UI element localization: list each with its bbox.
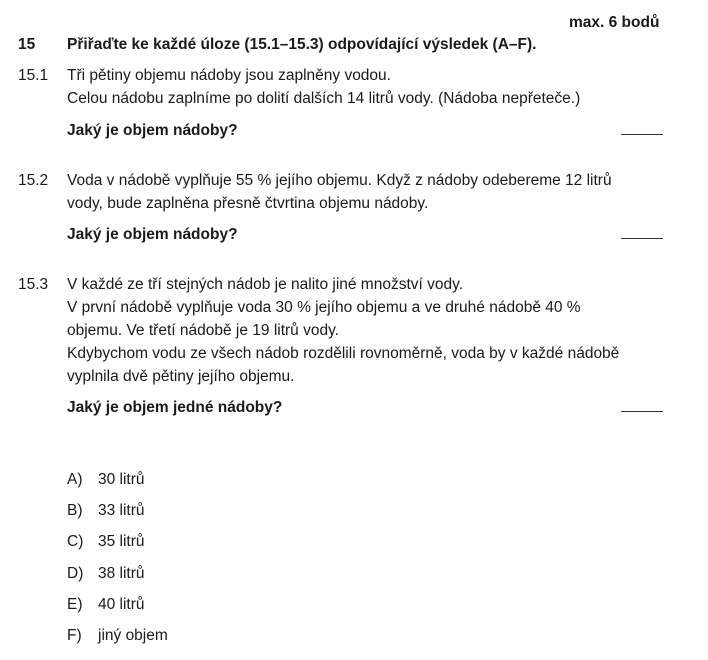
option-text: 40 litrů xyxy=(98,595,145,613)
question-15-1: Jaký je objem nádoby? xyxy=(67,122,238,139)
subtask-line: V první nádobě vyplňuje voda 30 % jejího objemu a ve druhé nádobě 40 % xyxy=(67,299,581,316)
subtask-line: Voda v nádobě vyplňuje 55 % jejího objemu. Když z nádoby odebereme 12 litrů xyxy=(67,172,612,189)
option-letter: C) xyxy=(67,533,84,551)
subtask-line: objemu. Ve třetí nádobě je 19 litrů vody. xyxy=(67,322,339,339)
answer-blank-15-1[interactable] xyxy=(621,134,663,135)
answer-blank-15-3[interactable] xyxy=(621,411,663,412)
subtask-body-15-3 xyxy=(67,273,619,388)
question-15-2: Jaký je objem nádoby? xyxy=(67,226,238,243)
subtask-number-15-1: 15.1 xyxy=(18,67,49,84)
option-e xyxy=(67,593,168,624)
option-text: 35 litrů xyxy=(98,533,145,551)
subtask-number-15-3: 15.3 xyxy=(18,276,49,293)
option-b xyxy=(67,499,168,530)
answer-blank-15-2[interactable] xyxy=(621,238,663,239)
task-instruction: Přiřaďte ke každé úloze (15.1–15.3) odpovídající výsledek (A–F). xyxy=(67,36,537,53)
subtask-line: Tři pětiny objemu nádoby jsou zaplněny vodou. xyxy=(67,67,391,84)
option-c xyxy=(67,530,168,561)
subtask-body-15-2 xyxy=(67,169,612,215)
question-15-3: Jaký je objem jedné nádoby? xyxy=(67,399,283,416)
option-text: jiný objem xyxy=(98,626,168,644)
subtask-line: Celou nádobu zaplníme po dolití dalších 14 litrů vody. (Nádoba nepřeteče.) xyxy=(67,90,581,107)
subtask-line: V každé ze tří stejných nádob je nalito jiné množství vody. xyxy=(67,276,464,293)
option-a xyxy=(67,468,168,499)
option-text: 30 litrů xyxy=(98,471,145,488)
subtask-line: vody, bude zaplněna přesně čtvrtina objemu nádoby. xyxy=(67,195,429,212)
max-points: max. 6 bodů xyxy=(569,14,660,31)
subtask-number-15-2: 15.2 xyxy=(18,172,49,189)
option-letter: A) xyxy=(67,471,83,488)
answer-options xyxy=(67,468,168,655)
option-text: 33 litrů xyxy=(98,502,145,520)
option-letter: B) xyxy=(67,502,83,520)
subtask-line: vyplnila dvě pětiny jejího objemu. xyxy=(67,368,295,385)
option-text: 38 litrů xyxy=(98,564,145,582)
option-f xyxy=(67,624,168,655)
subtask-body-15-1 xyxy=(67,64,580,110)
subtask-line: Kdybychom vodu ze všech nádob rozdělili rovnoměrně, voda by v každé nádobě xyxy=(67,345,620,362)
option-letter: E) xyxy=(67,595,83,613)
task-number: 15 xyxy=(18,36,36,53)
option-d xyxy=(67,562,168,593)
option-letter: F) xyxy=(67,626,82,644)
option-letter: D) xyxy=(67,564,84,582)
